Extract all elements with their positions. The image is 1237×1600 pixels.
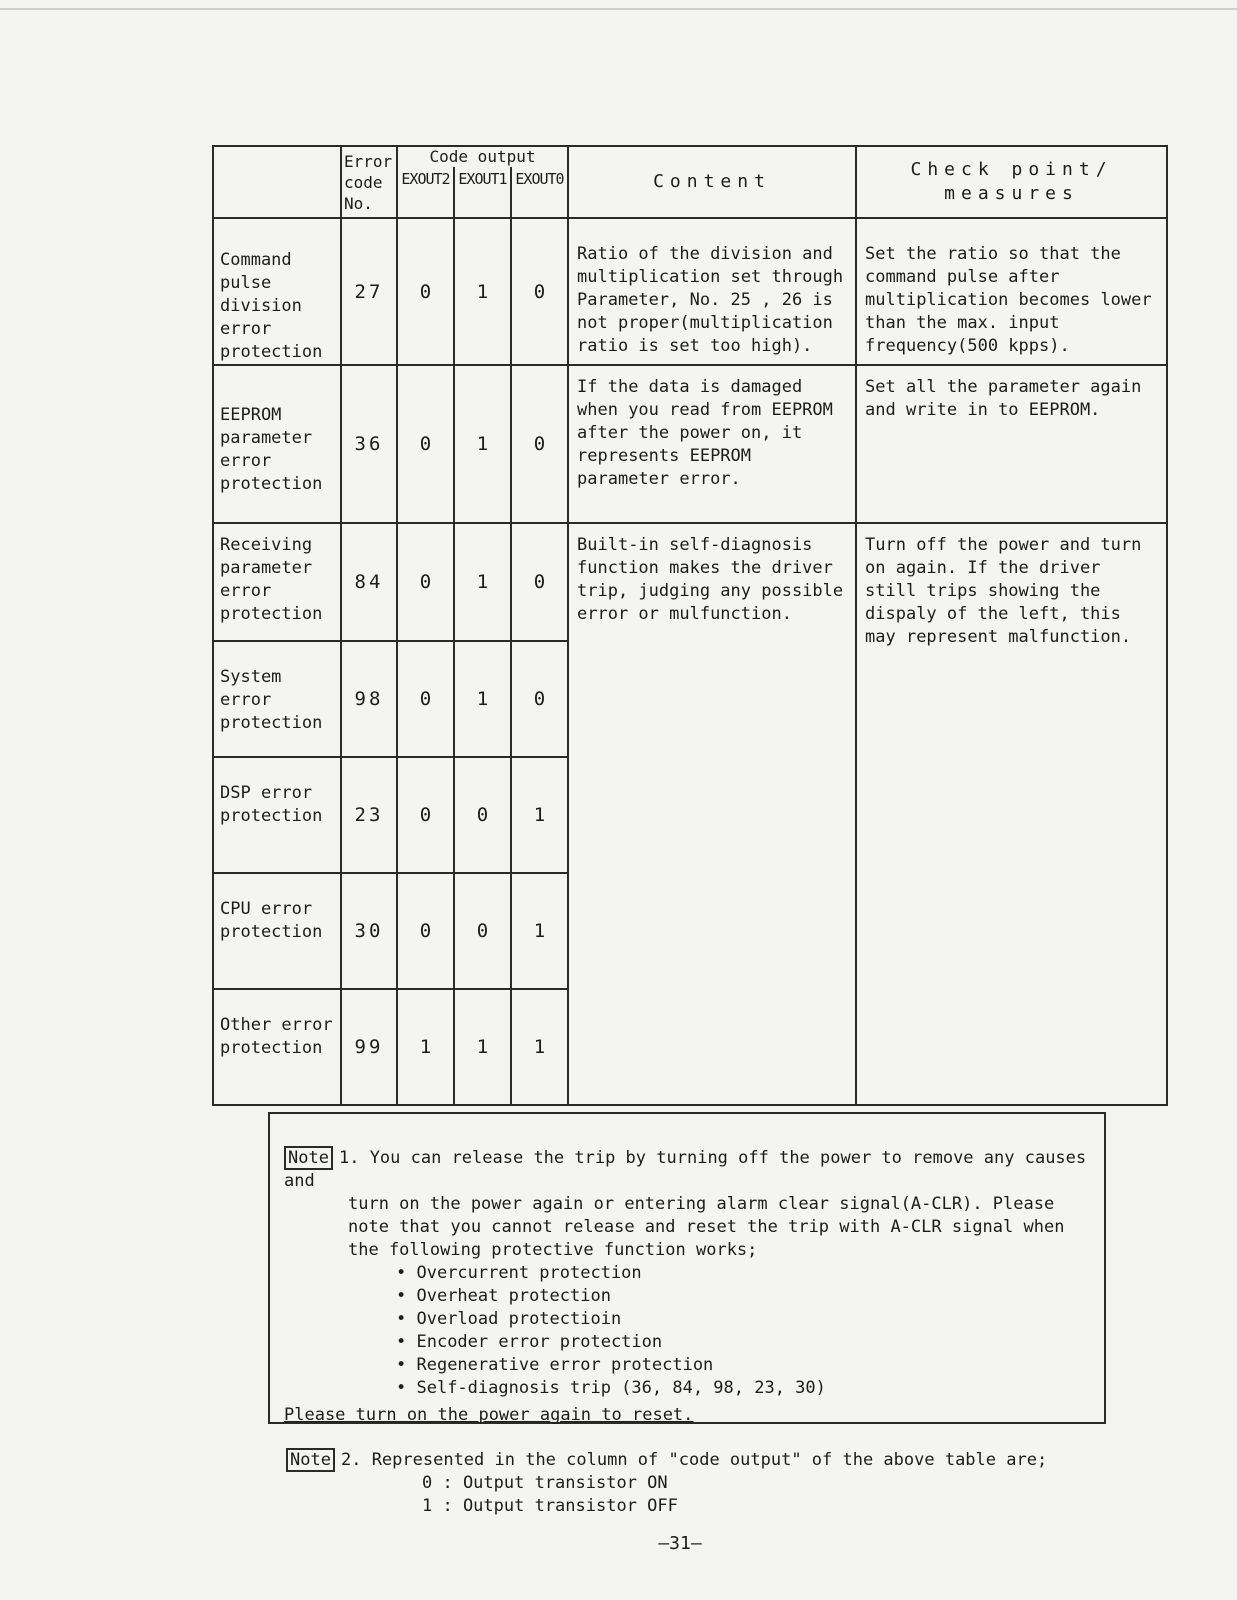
row-exout0: 0	[511, 523, 568, 641]
note-2-tag: Note	[286, 1448, 335, 1472]
note-2-text: Represented in the column of "code output" of the above table are;	[371, 1450, 1048, 1470]
scan-top-edge	[0, 8, 1237, 10]
row-content: Ratio of the division and multiplication set through Parameter, No. 25 , 26 is not proper(multiplication ratio is set too high).	[568, 218, 856, 365]
row-exout0: 0	[511, 365, 568, 523]
row-code: 23	[341, 757, 397, 873]
protection-list	[284, 1262, 1096, 1400]
row-check: Turn off the power and turn on again. If the driver still trips showing the dispaly of the left, this may represent malfunction.	[856, 523, 1167, 1105]
row-exout1: 1	[454, 641, 511, 757]
row-exout2: 0	[397, 523, 454, 641]
row-code: 98	[341, 641, 397, 757]
row-content: Built-in self-diagnosis function makes the driver trip, judging any possible error or mulfunction.	[568, 523, 856, 1105]
note-1-continuation: turn on the power again or entering alarm clear signal(A-CLR). Please note that you cannot release and reset the trip with A-CLR signal when the following protective function works;	[348, 1194, 1065, 1260]
row-exout2: 0	[397, 757, 454, 873]
code-legend-1: 1 : Output transistor OFF	[422, 1496, 678, 1516]
list-item: • Regenerative error protection	[396, 1354, 1096, 1377]
note-1-tag: Note	[284, 1146, 333, 1170]
row-exout2: 0	[397, 365, 454, 523]
row-exout1: 1	[454, 523, 511, 641]
note-1-number: 1.	[338, 1148, 360, 1168]
header-check-point: Check point/ measures	[856, 146, 1167, 218]
row-exout0: 0	[511, 641, 568, 757]
row-name: EEPROM parameter error protection	[213, 365, 341, 523]
row-name: CPU error protection	[213, 873, 341, 989]
row-name: Command pulse division error protection	[213, 218, 341, 365]
row-exout0: 1	[511, 757, 568, 873]
page-number: ―31―	[658, 1533, 702, 1554]
row-exout0: 1	[511, 873, 568, 989]
row-exout2: 1	[397, 989, 454, 1105]
table-row	[213, 365, 1167, 523]
header-content: Content	[568, 146, 856, 218]
note-1-lead-line	[284, 1146, 1096, 1193]
list-item: • Encoder error protection	[396, 1331, 1096, 1354]
row-name: DSP error protection	[213, 757, 341, 873]
note-2-number: 2.	[340, 1450, 362, 1470]
table-row	[213, 218, 1167, 365]
code-legend-0: 0 : Output transistor ON	[422, 1473, 668, 1493]
note-1-final: Please turn on the power again to reset.	[284, 1405, 694, 1425]
list-item: • Overheat protection	[396, 1285, 1096, 1308]
note-1-box	[268, 1112, 1106, 1424]
row-code: 99	[341, 989, 397, 1105]
row-name: System error protection	[213, 641, 341, 757]
row-exout1: 0	[454, 757, 511, 873]
row-code: 36	[341, 365, 397, 523]
row-name: Other error protection	[213, 989, 341, 1105]
row-check: Set all the parameter again and write in to EEPROM.	[856, 365, 1167, 523]
row-content: If the data is damaged when you read from EEPROM after the power on, it represents EEPROM parameter error.	[568, 365, 856, 523]
row-check: Set the ratio so that the command pulse after multiplication becomes lower than the max. input frequency(500 kpps).	[856, 218, 1167, 365]
row-code: 27	[341, 218, 397, 365]
header-exout1: EXOUT1	[454, 167, 511, 218]
header-error-code: Error code No.	[341, 146, 397, 218]
table-row	[213, 523, 1167, 641]
list-item: • Overload protectioin	[396, 1308, 1096, 1331]
list-item: • Self-diagnosis trip (36, 84, 98, 23, 30)	[396, 1377, 1096, 1400]
error-code-table	[212, 145, 1168, 1106]
row-exout0: 0	[511, 218, 568, 365]
header-exout2: EXOUT2	[397, 167, 454, 218]
header-exout0: EXOUT0	[511, 167, 568, 218]
row-exout1: 0	[454, 873, 511, 989]
note-2-lead-line	[286, 1448, 1106, 1472]
table-header-row	[213, 146, 1167, 167]
row-name: Receiving parameter error protection	[213, 523, 341, 641]
row-exout2: 0	[397, 873, 454, 989]
row-code: 30	[341, 873, 397, 989]
header-code-output: Code output	[397, 146, 568, 167]
row-exout1: 1	[454, 218, 511, 365]
row-exout2: 0	[397, 641, 454, 757]
row-exout2: 0	[397, 218, 454, 365]
row-exout1: 1	[454, 365, 511, 523]
note-1-lead: You can release the trip by turning off the power to remove any causes and	[284, 1148, 1087, 1191]
header-blank	[213, 146, 341, 218]
row-exout0: 1	[511, 989, 568, 1105]
note-2	[286, 1448, 1106, 1518]
list-item: • Overcurrent protection	[396, 1262, 1096, 1285]
row-exout1: 1	[454, 989, 511, 1105]
row-code: 84	[341, 523, 397, 641]
